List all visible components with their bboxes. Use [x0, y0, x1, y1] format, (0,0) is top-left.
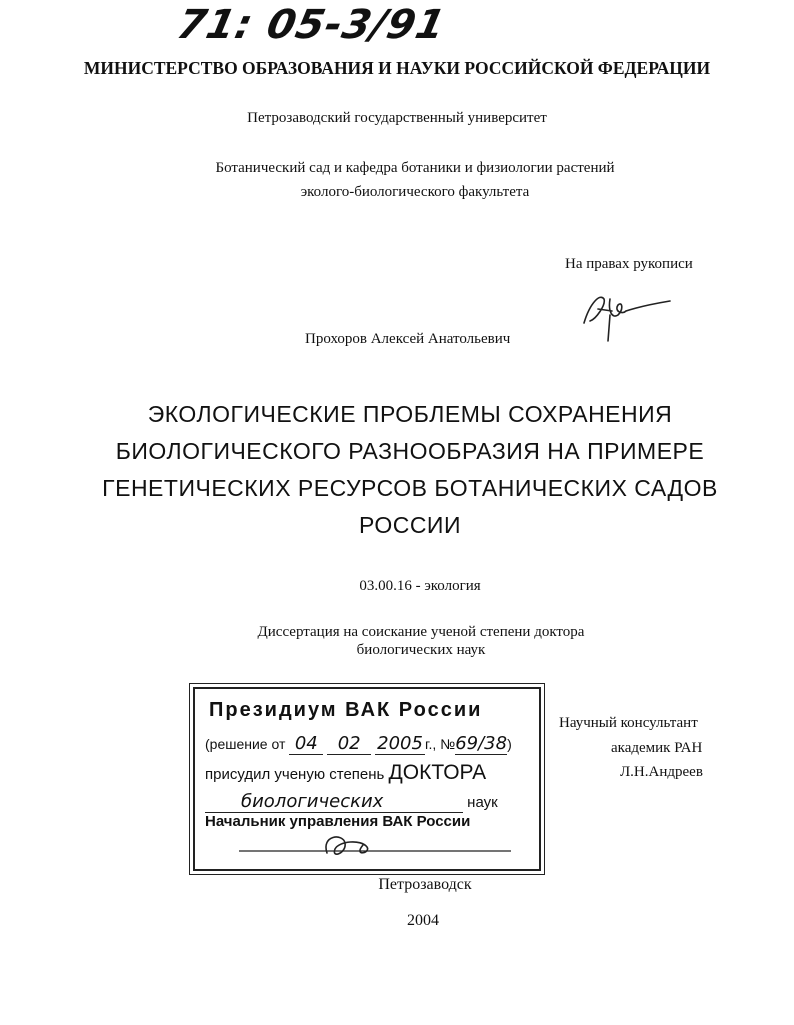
stamp-degree: ДОКТОРА: [388, 761, 487, 784]
stamp-year: 2005: [375, 733, 425, 755]
stamp-decision-prefix: (решение от: [205, 736, 286, 752]
dissertation-line-1: Диссертация на соискание ученой степени доктора: [257, 624, 585, 640]
stamp-month: 02: [327, 733, 371, 755]
author-signature: [578, 285, 688, 345]
stamp-signature-scribble: [235, 829, 515, 863]
stamp-number: 69/38: [455, 733, 508, 754]
stamp-science-line: [205, 791, 498, 813]
stamp-header: Президиум ВАК России: [209, 699, 483, 721]
dissertation-title: [100, 396, 720, 544]
stamp-awarded-text: присудил ученую степень: [205, 766, 385, 783]
consultant-label: Научный консультант: [559, 715, 698, 731]
title-line: ЭКОЛОГИЧЕСКИЕ ПРОБЛЕМЫ СОХРАНЕНИЯ: [147, 401, 673, 427]
dissertation-line-2: биологических наук: [356, 642, 486, 658]
author-name: Прохоров Алексей Анатольевич: [305, 331, 511, 347]
stamp-year-suffix: г., №: [425, 736, 456, 752]
title-line: БИОЛОГИЧЕСКОГО РАЗНООБРАЗИЯ НА ПРИМЕРЕ: [115, 438, 705, 464]
archive-number: 71: 05-3/91: [173, 2, 450, 48]
consultant-name: Л.Н.Андреев: [620, 764, 703, 780]
stamp-decision-line: [205, 733, 512, 755]
department-line-2: эколого-биологического факультета: [300, 184, 530, 200]
year: 2004: [407, 912, 439, 929]
specialty-code: 03.00.16 - экология: [359, 578, 481, 594]
manuscript-rights: На правах рукописи: [565, 256, 693, 272]
university-name: Петрозаводский государственный университет: [247, 110, 547, 126]
consultant-rank: академик РАН: [611, 740, 703, 756]
ministry-heading: МИНИСТЕРСТВО ОБРАЗОВАНИЯ И НАУКИ РОССИЙСКОЙ ФЕДЕРАЦИИ: [83, 58, 711, 78]
stamp-science-suffix: наук: [467, 794, 498, 811]
vak-stamp: [193, 687, 541, 871]
city: Петрозаводск: [378, 876, 472, 893]
stamp-close-paren: ): [507, 736, 512, 752]
title-line: РОССИИ: [358, 512, 461, 538]
stamp-science-field: биологических: [205, 791, 463, 813]
stamp-official: Начальник управления ВАК России: [205, 813, 471, 830]
stamp-day: 04: [289, 733, 323, 755]
signature-scribble: [578, 285, 688, 345]
stamp-signature: [235, 829, 515, 863]
stamp-awarded-line: [205, 761, 486, 785]
department-line-1: Ботанический сад и кафедра ботаники и физиологии растений: [215, 160, 615, 176]
title-line: ГЕНЕТИЧЕСКИХ РЕСУРСОВ БОТАНИЧЕСКИХ САДОВ: [102, 475, 718, 501]
